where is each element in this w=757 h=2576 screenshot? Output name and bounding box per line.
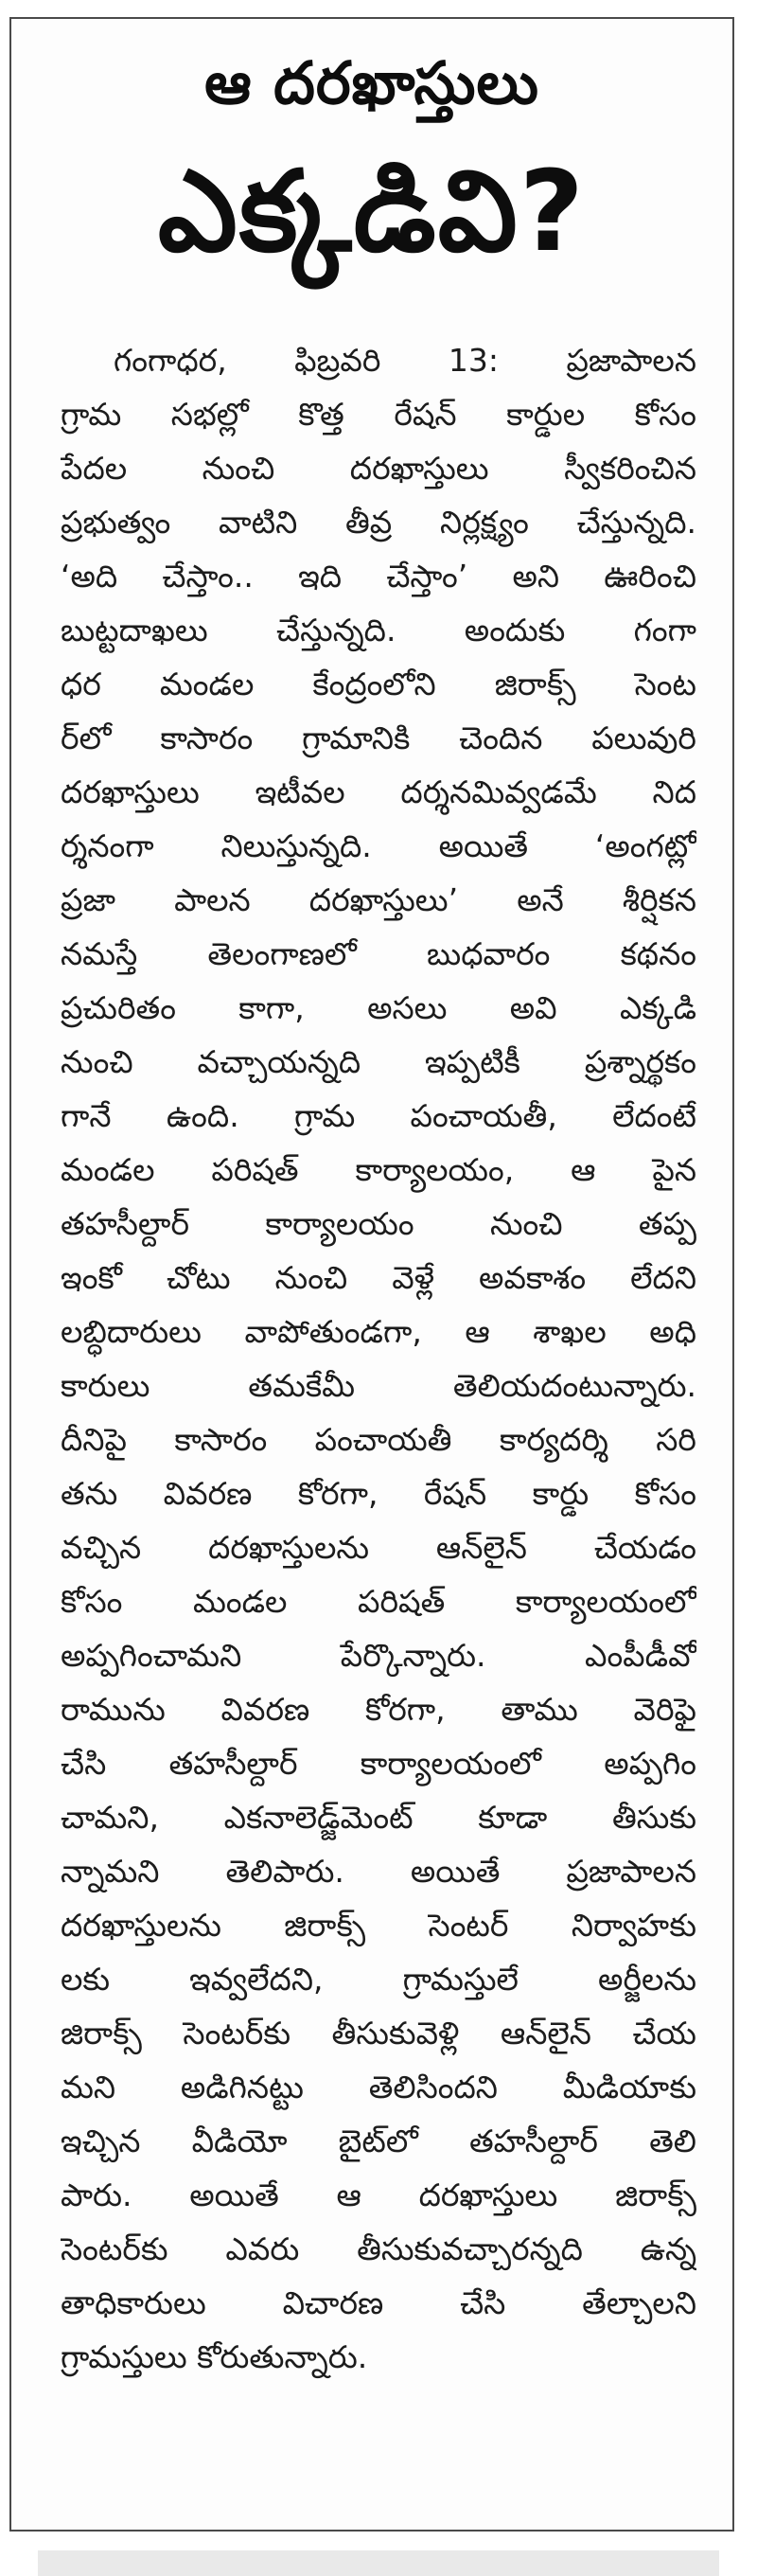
body-line: అప్పగించామని పేర్కొన్నారు. ఎంపీడీవో [61, 1637, 696, 1674]
body-line: తను వివరణ కోరగా, రేషన్ కార్డు కోసం [61, 1475, 696, 1512]
article-body [61, 333, 696, 2384]
body-line: గ్రామస్తులు కోరుతున్నారు. [61, 2338, 368, 2375]
body-line: కోసం మండల పరిషత్ కార్యాలయంలో [61, 1583, 696, 1620]
body-line: గంగాధర, ఫిబ్రవరి 13: ప్రజాపాలన [114, 342, 696, 379]
body-line: మండల పరిషత్ కార్యాలయం, ఆ పైన [61, 1151, 696, 1188]
body-line: దరఖాస్తులు ఇటీవల దర్శనమివ్వడమే నిద [61, 773, 696, 810]
body-line: సెంటర్‌కు ఎవరు తీసుకువచ్చారన్నది ఉన్న [61, 2230, 696, 2267]
body-line: తహసీల్దార్ కార్యాలయం నుంచి తప్ప [61, 1205, 696, 1242]
body-line: వచ్చిన దరఖాస్తులను ఆన్‌లైన్ చేయడం [61, 1529, 696, 1566]
body-line: ఇంకో చోటు నుంచి వెళ్లే అవకాశం లేదని [61, 1259, 696, 1296]
headline-line-1: ఆ దరఖాస్తులు [204, 48, 539, 117]
body-line: ర్శనంగా నిలుస్తున్నది. అయితే ‘అంగట్లో [61, 827, 696, 864]
body-line: చేసి తహసీల్దార్ కార్యాలయంలో అప్పగిం [61, 1745, 696, 1782]
newspaper-clipping [9, 17, 734, 2532]
body-line: లకు ఇవ్వలేదని, గ్రామస్తులే అర్జీలను [61, 1961, 696, 1998]
body-line: గానే ఉంది. గ్రామ పంచాయతీ, లేదంటే [61, 1097, 696, 1134]
body-line: తాధికారులు విచారణ చేసి తేల్చాలని [61, 2284, 696, 2321]
body-line: మని అడిగినట్టు తెలిసిందని మీడియాకు [61, 2069, 696, 2105]
body-line: ప్రజా పాలన దరఖాస్తులు’ అనే శీర్షికన [61, 881, 696, 918]
body-line: ప్రభుత్వం వాటిని తీవ్ర నిర్లక్ష్యం చేస్తున్నది. [61, 504, 696, 541]
body-line: లబ్ధిదారులు వాపోతుండగా, ఆ శాఖల అధి [61, 1313, 696, 1350]
body-line: బుట్టదాఖలు చేస్తున్నది. అందుకు గంగా [61, 612, 696, 648]
body-line: ర్‌లో కాసారం గ్రామానికి చెందిన పలువురి [61, 720, 696, 756]
body-line: పారు. అయితే ఆ దరఖాస్తులు జిరాక్స్ [61, 2176, 696, 2213]
body-line: ప్రచురితం కాగా, అసలు అవి ఎక్కడి [61, 989, 696, 1026]
body-line: నుంచి వచ్చాయన్నది ఇప్పటికీ ప్రశ్నార్థకం [61, 1043, 696, 1080]
body-line: దరఖాస్తులను జిరాక్స్ సెంటర్ నిర్వాహకు [61, 1907, 696, 1944]
body-line: రామును వివరణ కోరగా, తాము వెరిఫై [61, 1691, 696, 1728]
body-line: ధర మండల కేంద్రంలోని జిరాక్స్ సెంట [61, 666, 696, 702]
body-line: గ్రామ సభల్లో కొత్త రేషన్ కార్డుల కోసం [61, 396, 696, 433]
body-line: దీనిపై కాసారం పంచాయతీ కార్యదర్శి సరి [61, 1421, 696, 1458]
body-line: న్నామని తెలిపారు. అయితే ప్రజాపాలన [61, 1853, 696, 1890]
body-line: పేదల నుంచి దరఖాస్తులు స్వీకరించిన [61, 450, 696, 487]
body-line: నమస్తే తెలంగాణలో బుధవారం కథనం [61, 935, 696, 972]
body-line: జిరాక్స్ సెంటర్‌కు తీసుకువెళ్లి ఆన్‌లైన్ చేయ [61, 2015, 696, 2052]
body-line: చామని, ఎకనాలెడ్జ్‌మెంట్ కూడా తీసుకు [61, 1799, 696, 1836]
body-line: కారులు తమకేమీ తెలియదంటున్నారు. [61, 1367, 696, 1404]
headline-line-2: ఎక్కడివి? [157, 146, 587, 276]
page-edge-strip [38, 2550, 719, 2576]
body-line: ‘అది చేస్తాం.. ఇది చేస్తాం’ అని ఊరించి [61, 558, 696, 595]
body-line: ఇచ్చిన వీడియో బైట్‌లో తహసీల్దార్ తెలి [61, 2123, 696, 2159]
